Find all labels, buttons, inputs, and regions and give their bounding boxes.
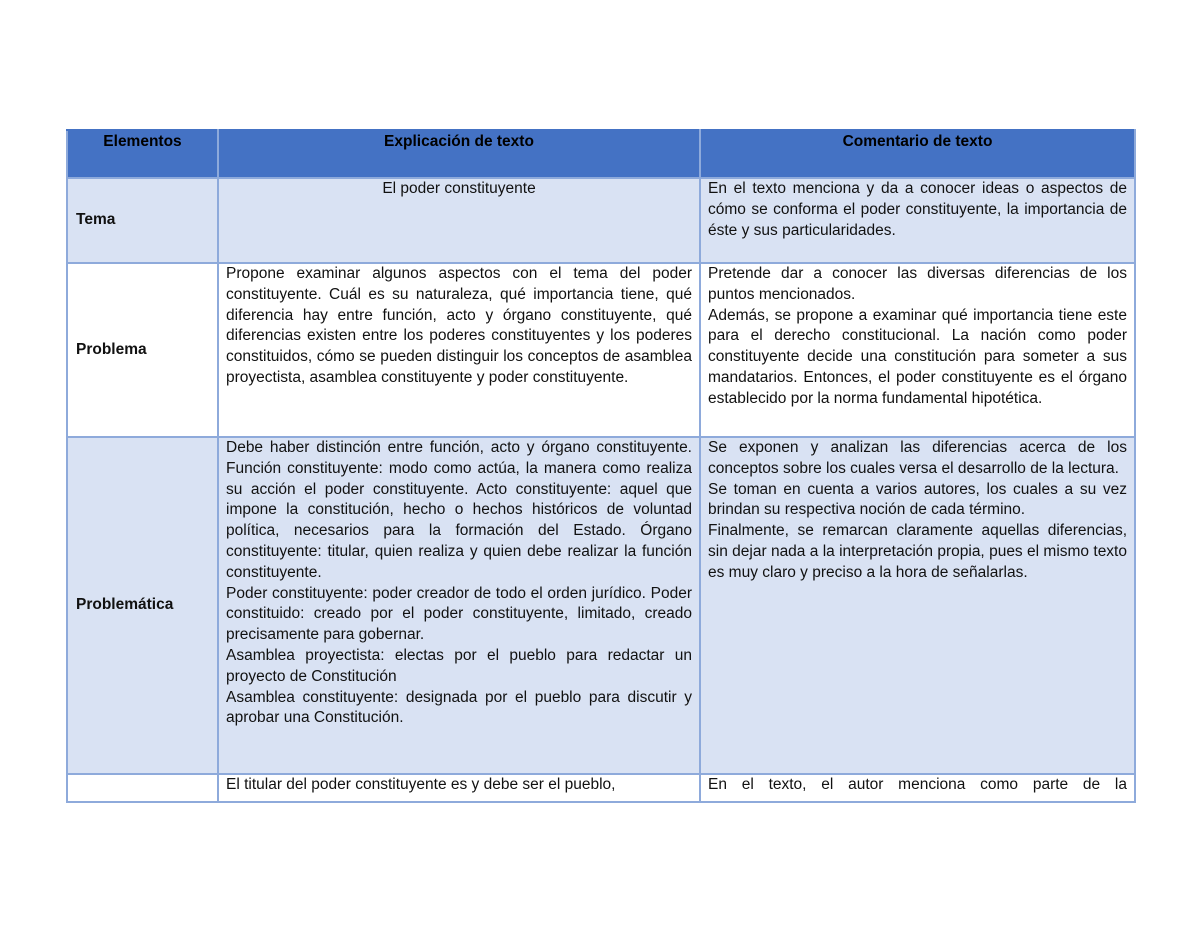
row-label-problema: Problema bbox=[67, 263, 218, 437]
comentario-cell-problematica bbox=[700, 437, 1135, 774]
table-header-row bbox=[67, 130, 1135, 178]
row-label-tema: Tema bbox=[67, 178, 218, 263]
comentario-cell-problema bbox=[700, 263, 1135, 437]
table-row-tema bbox=[67, 178, 1135, 263]
explicacion-text: Poder constituyente: poder creador de todo el orden jurídico. Poder constituido: creado por el poder constituyente, limitado, creado precisamente para gobernar. bbox=[226, 584, 692, 644]
comentario-text: Finalmente, se remarcan claramente aquellas diferencias, sin dejar nada a la interpretación propia, pues el mismo texto es muy claro y preciso a la hora de señalarlas. bbox=[708, 522, 1127, 581]
comentario-text: En el texto menciona y da a conocer ideas o aspectos de cómo se conforma el poder constituyente, la importancia de éste y sus particularidades. bbox=[708, 180, 1127, 239]
header-elementos: Elementos bbox=[67, 130, 218, 178]
comentario-cell-partial bbox=[700, 774, 1135, 802]
table-row-partial bbox=[67, 774, 1135, 802]
comentario-text: Se toman en cuenta a varios autores, los cuales a su vez brindan su respectiva noción de cada término. bbox=[708, 480, 1127, 519]
explicacion-cell-problema bbox=[218, 263, 700, 437]
explicacion-cell-partial bbox=[218, 774, 700, 802]
explicacion-cell-tema bbox=[218, 178, 700, 263]
comentario-text: En el texto, el autor menciona como parte de la bbox=[708, 776, 1127, 793]
table-row-problematica bbox=[67, 437, 1135, 774]
table-row-problema bbox=[67, 263, 1135, 437]
comentario-text: Pretende dar a conocer las diversas diferencias de los puntos mencionados. bbox=[708, 265, 1127, 303]
comentario-cell-tema bbox=[700, 178, 1135, 263]
comparison-table bbox=[66, 129, 1136, 803]
comentario-text: Además, se propone a examinar qué importancia tiene este para el derecho constitucional. La nación como poder constituyente decide una constitución para someter a sus mandatarios. Entonces, el poder constituyente es el órgano establecido por la norma fundamental hipotética. bbox=[708, 306, 1127, 407]
explicacion-text: Asamblea proyectista: electas por el pueblo para redactar un proyecto de Constitución bbox=[226, 646, 692, 685]
comentario-text: Se exponen y analizan las diferencias acerca de los conceptos sobre los cuales versa el desarrollo de la lectura. bbox=[708, 439, 1127, 477]
explicacion-text: El poder constituyente bbox=[382, 180, 536, 197]
explicacion-cell-problematica bbox=[218, 437, 700, 774]
explicacion-text: Asamblea constituyente: designada por el pueblo para discutir y aprobar una Constitución. bbox=[226, 688, 692, 727]
explicacion-text: Debe haber distinción entre función, acto y órgano constituyente. Función constituyente: modo como actúa, la manera como realiza su acción el poder constituyente. Acto constituyente: aquel que impone la constitución, hecho o hechos históricos de voluntad política, necesarios para la formación del Estado. Órgano constituyente: titular, quien realiza y quien debe realizar la función constituyente. bbox=[226, 439, 692, 581]
header-comentario: Comentario de texto bbox=[700, 130, 1135, 178]
explicacion-text: El titular del poder constituyente es y debe ser el pueblo, bbox=[226, 776, 616, 793]
explicacion-text: Propone examinar algunos aspectos con el tema del poder constituyente. Cuál es su naturaleza, qué importancia tiene, qué diferencia hay entre función, acto y órgano constituyente, qué diferencias existen entre los poderes constituyentes y los poderes constituidos, cómo se pueden distinguir los conceptos de asamblea proyectista, asamblea constituyente y poder constituyente. bbox=[226, 265, 692, 386]
row-label-empty bbox=[67, 774, 218, 802]
row-label-problematica: Problemática bbox=[67, 437, 218, 774]
header-explicacion: Explicación de texto bbox=[218, 130, 700, 178]
